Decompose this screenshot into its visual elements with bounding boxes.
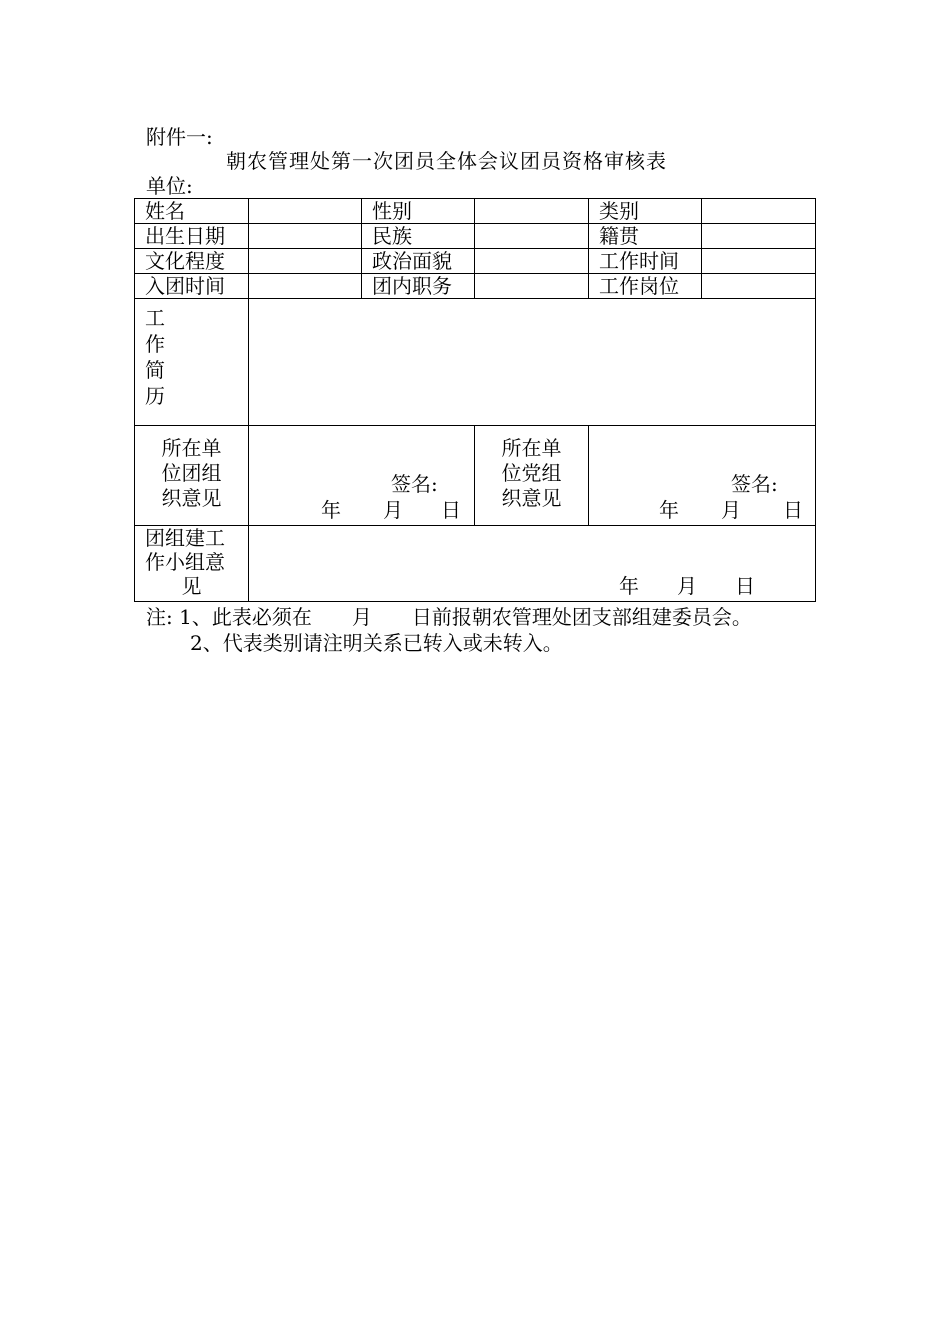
date-line: 年 月 日 [321,498,461,522]
league-org-opinion-label: 所在单 位团组 织意见 [135,426,249,526]
table-row [135,199,816,224]
work-post-label: 工作岗位 [589,274,702,299]
table-row [135,526,816,602]
category-label: 类别 [589,199,702,224]
education-field[interactable] [249,249,362,274]
work-history-label: 工 作 简 历 [135,299,249,426]
political-status-field[interactable] [475,249,589,274]
native-place-field[interactable] [702,224,816,249]
join-date-label: 入团时间 [135,274,249,299]
gender-field[interactable] [475,199,589,224]
ethnicity-label: 民族 [362,224,475,249]
note-deadline: 注: 1、此表必须在 月 日前报朝农管理处团支部组建委员会。 [146,605,752,629]
table-row [135,299,816,426]
table-row [135,249,816,274]
party-org-opinion-field[interactable] [589,426,816,526]
education-label: 文化程度 [135,249,249,274]
party-org-opinion-label: 所在单 位党组 织意见 [475,426,589,526]
ethnicity-field[interactable] [475,224,589,249]
work-post-field[interactable] [702,274,816,299]
gender-label: 性别 [362,199,475,224]
table-row [135,426,816,526]
date-line: 年 月 日 [659,498,803,522]
league-position-field[interactable] [475,274,589,299]
join-date-field[interactable] [249,274,362,299]
league-position-label: 团内职务 [362,274,475,299]
political-status-label: 政治面貌 [362,249,475,274]
document-title: 朝农管理处第一次团员全体会议团员资格审核表 [226,149,667,173]
work-start-field[interactable] [702,249,816,274]
signature-label: 签名: [731,472,778,496]
review-form-table [134,198,816,602]
note-category: 2、代表类别请注明关系已转入或未转入。 [190,631,563,655]
category-field[interactable] [702,199,816,224]
birth-date-field[interactable] [249,224,362,249]
work-history-field[interactable] [249,299,816,426]
name-label: 姓名 [135,199,249,224]
native-place-label: 籍贯 [589,224,702,249]
signature-label: 签名: [391,472,438,496]
league-org-opinion-field[interactable] [249,426,475,526]
unit-label: 单位: [146,174,193,198]
birth-date-label: 出生日期 [135,224,249,249]
date-line: 年 月 日 [619,574,755,598]
group-opinion-field[interactable] [249,526,816,602]
group-opinion-label: 团组建工 作小组意 见 [135,526,249,602]
table-row [135,224,816,249]
name-field[interactable] [249,199,362,224]
table-row [135,274,816,299]
work-start-label: 工作时间 [589,249,702,274]
attachment-label: 附件一: [146,125,213,149]
